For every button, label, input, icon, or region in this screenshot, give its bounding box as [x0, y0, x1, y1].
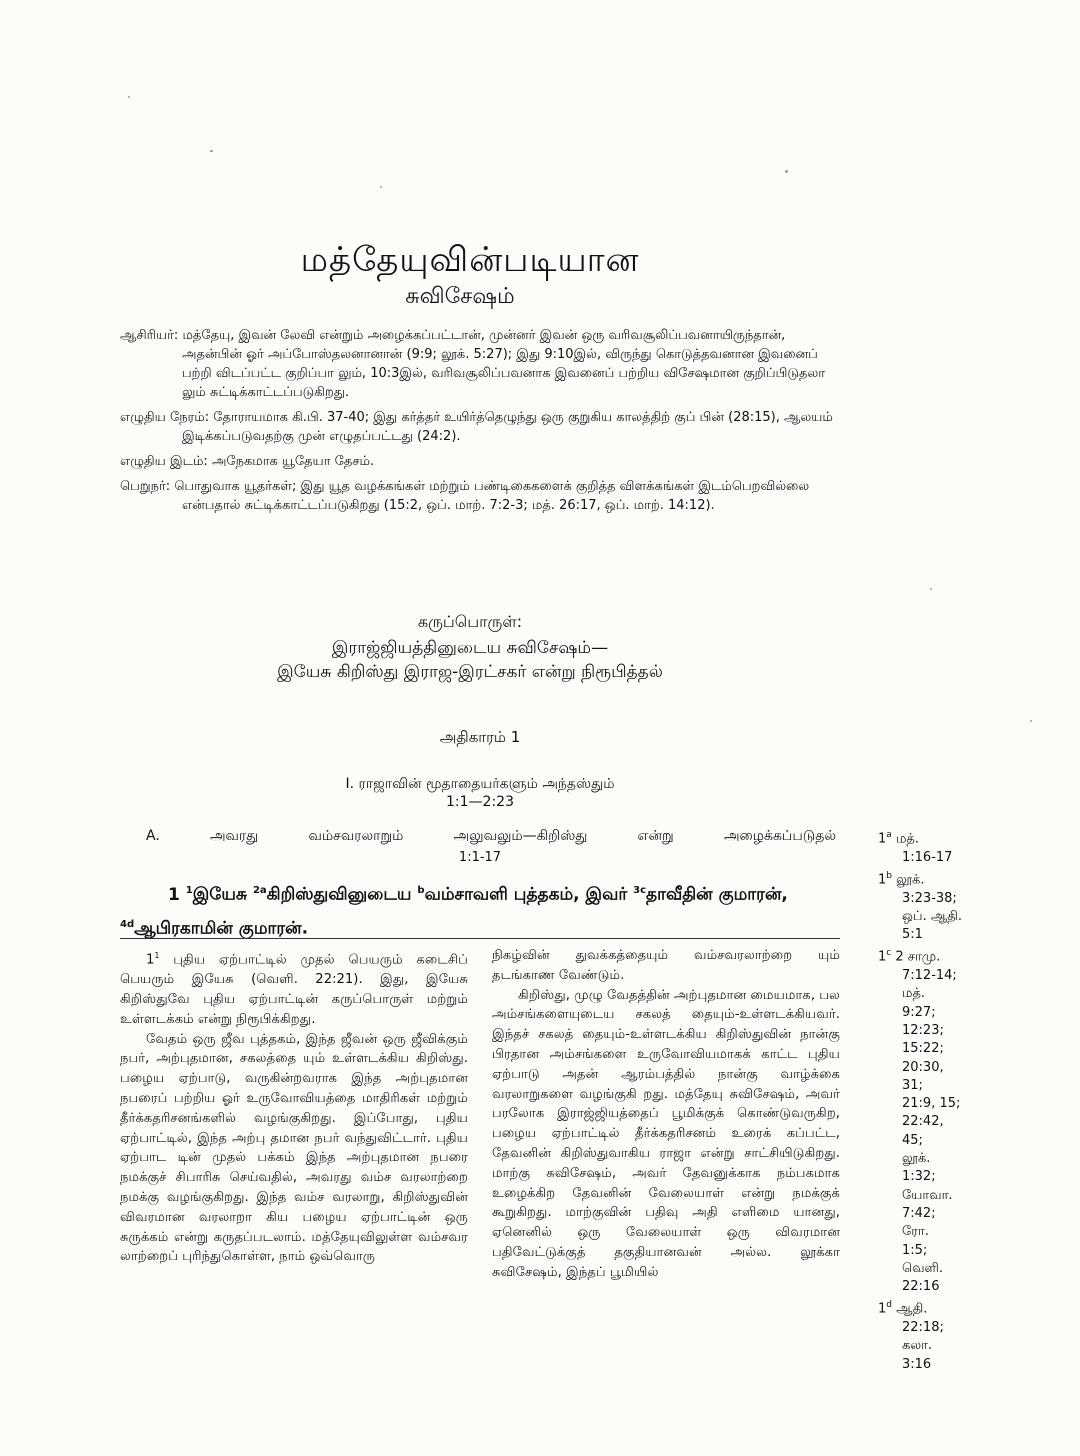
verse-chapter-number: 1 [168, 884, 180, 905]
cross-reference [878, 944, 968, 1296]
footnote-marker: 2a [252, 885, 267, 896]
ref-line: 9:27; [902, 1004, 936, 1020]
ref-key: 1 [878, 872, 887, 888]
ref-key: 1 [878, 831, 887, 847]
cross-reference [878, 826, 968, 867]
recipients-entry [120, 477, 840, 515]
ref-line: லூக். [896, 872, 925, 888]
verse-text: தாவீதின் குமாரன், [646, 884, 788, 905]
ref-line: கலா. [902, 1338, 933, 1354]
notes-column-right [492, 946, 840, 1283]
scan-speck [785, 170, 788, 173]
ref-marker: a [886, 830, 892, 840]
ref-marker: c [886, 948, 892, 959]
section-title: I. ராஜாவின் மூதாதையர்களும் அந்தஸ்தும் [345, 776, 615, 792]
place-entry [120, 452, 840, 471]
ref-key: 1 [878, 949, 887, 965]
note-paragraph [492, 986, 840, 1283]
ref-line: வெளி. [902, 1260, 944, 1276]
verse-number: 1 [185, 885, 193, 896]
book-subtitle: சுவிசேஷம் [405, 284, 515, 309]
note-text: நிகழ்வின் துவக்கத்தையும் வம்சவரலாற்றை யும் தடங்காண வேண்டும். [492, 948, 840, 983]
note-paragraph [492, 946, 840, 986]
scan-speck [930, 588, 932, 590]
ref-line: 7:42; [902, 1205, 936, 1221]
recipients-label: பெறுநர்: [120, 479, 171, 494]
footnote-marker: 3c [633, 885, 647, 896]
note-verse-number: 1 [146, 952, 155, 968]
ref-line: 1:32; [902, 1169, 936, 1185]
subsection-range: 1:1-17 [458, 850, 502, 865]
verse-text: கிறிஸ்துவினுடைய [266, 884, 412, 905]
ref-line: 2 சாமு. [895, 949, 941, 965]
theme-label: கருப்பொருள்: [417, 612, 523, 631]
chapter-heading: அதிகாரம் 1 [439, 728, 521, 746]
section-range: 1:1—2:23 [446, 794, 514, 810]
theme-line-1: இராஜ்ஜியத்தினுடைய சுவிசேஷம்— [331, 638, 609, 658]
date-text: தோராயமாக கி.பி. 37-40; இது கர்த்தர் உயிர்த்தெழுந்து ஒரு குறுகிய காலத்திற் குப் பின் (28:15), ஆலயம் இடிக்கப்படுவதற்கு முன் எழுதப்பட்டது (24:2). [182, 410, 833, 444]
scan-speck [380, 186, 382, 188]
note-text: கிறிஸ்து, முழு வேதத்தின் அற்புதமான மையமாக, பல அம்சங்களையுடைய சகலத் தையும்-உள்ளடக்கியவர். இந்தச் சகலத் தையும்-உள்ளடக்கிய கிறிஸ்துவின் நான்கு பிரதான அம்சங்களை உருவோவியமாகக் காட்ட புதிய ஏற்பாடு அதன் ஆரம்பத்தில் நான்கு வாழ்க்கை வரலாறுகளை வழங்குகி றது. மத்தேயு சுவிசேஷம், அவர் பரலோக இராஜ்ஜியத்தைப் பூமிக்குக் கொண்டுவருகிற, பழைய ஏற்பாட்டில் தீர்க்கதரிசனம் உரைக் கப்பட்ட, தேவனின் கிறிஸ்துவாகிய ராஜா என்று சாட்சியிடுகிறது. மாற்கு சுவிசேஷம், அவர் தேவனுக்காக நம்பகமாக உழைக்கிற தேவனின் வேலையாள் என்று நமக்குக் கூறுகிறது. மாற்குவின் பதிவு அதி எளிமை யானது, ஏனெனில் ஒரு வேலையாள் ஒரு விவரமான பதிவேட்டுக்குத் தகுதியானவன் அல்ல. லூக்கா சுவிசேஷம், இந்தப் பூமியில் [492, 987, 841, 1280]
divider [120, 938, 840, 939]
author-entry [120, 326, 840, 402]
verse-1 [120, 876, 840, 943]
place-text: அநேகமாக யூதேயா தேசம். [211, 454, 375, 469]
recipients-text: பொதுவாக யூதர்கள்; இது யூத வழக்கங்கள் மற்றும் பண்டிகைகளைக் குறித்த விளக்கங்கள் இடம்பெறவில்லை என்பதால் சுட்டிக்காட்டப்படுகிறது (15:2, ஒப். மாற். 7:2-3; மத். 26:17, ஒப். மாற். 14:12). [174, 479, 810, 513]
ref-marker: d [886, 1300, 892, 1311]
ref-line: 20:30, 31; [902, 1059, 944, 1093]
footnote-marker: 4d [120, 918, 135, 930]
ref-line: 15:22; [902, 1041, 944, 1057]
ref-line: 1:16-17 [902, 849, 953, 865]
verse-text: ஆபிரகாமின் குமாரன். [134, 918, 309, 939]
date-label: எழுதிய நேரம்: [120, 410, 210, 425]
ref-line: மத். [902, 986, 926, 1002]
ref-line: 3:23-38; [902, 890, 957, 906]
ref-line: யோவா. [902, 1187, 953, 1203]
ref-line: ஒப். ஆதி. [902, 908, 963, 924]
cross-references [878, 826, 968, 1374]
footnote-marker: b [417, 885, 425, 896]
note-paragraph [120, 946, 468, 1030]
scan-speck [128, 96, 130, 98]
note-marker: 1 [154, 951, 160, 960]
note-text: புதிய ஏற்பாட்டில் முதல் பெயரும் கடைசிப் பெயரும் இயேசு (வெளி. 22:21). இது, இயேசு கிறிஸ்துவே புதிய ஏற்பாட்டின் கருப்பொருள் மற்றும் உள்ளடக்கம் என்று நிரூபிக்கிறது. [120, 952, 468, 1027]
ref-line: 22:16 [902, 1279, 940, 1295]
cross-reference [878, 1296, 968, 1374]
ref-line: 22:42, 45; [902, 1114, 944, 1148]
cross-reference [878, 867, 968, 945]
ref-line: லூக். [902, 1151, 931, 1167]
ref-key: 1 [878, 1301, 887, 1317]
ref-line: 3:16 [902, 1356, 932, 1372]
author-label: ஆசிரியர்: [120, 328, 179, 343]
ref-line: 21:9, 15; [902, 1096, 961, 1112]
ref-line: ரோ. [902, 1224, 929, 1240]
ref-line: 7:12-14; [902, 968, 957, 984]
subsection-title: A. அவரது வம்சவரலாறும் அலுவலும்—கிறிஸ்து என்று அழைக்கப்படுதல் [146, 828, 836, 844]
ref-line: 22:18; [902, 1320, 944, 1336]
notes-column-left [120, 946, 468, 1267]
ref-line: 1:5; [902, 1242, 928, 1258]
verse-text: இயேசு [192, 884, 248, 905]
scan-speck [210, 150, 213, 152]
scan-speck [1030, 720, 1032, 722]
note-paragraph [120, 1030, 468, 1268]
verse-text: வம்சாவளி புத்தகம், இவர் [424, 884, 628, 905]
ref-line: 5:1 [902, 927, 923, 943]
place-label: எழுதிய இடம்: [120, 454, 208, 469]
author-text: மத்தேயு, இவன் லேவி என்றும் அழைக்கப்பட்டான், முன்னர் இவன் ஒரு வரிவசூலிப்பவனாயிருந்தான், அதன்பின் ஓர் அப்போஸ்தலனானான் (9:9; லூக். 5:27); இது 9:10இல், விருந்து கொடுத்தவனான இவனைப் பற்றி விடப்பட்ட குறிப்பா லும், 10:3இல், வரிவசூலிப்பவனாக இவனைப் பற்றிய விசேஷமான குறிப்பிடுதலா லும் சுட்டிக்காட்டப்படுகிறது. [182, 328, 826, 400]
ref-line: ஆதி. [896, 1301, 928, 1317]
ref-marker: b [886, 870, 892, 881]
theme-line-2: இயேசு கிறிஸ்து இராஜ-இரட்சகர் என்று நிரூபித்தல் [277, 662, 663, 682]
ref-line: மத். [895, 831, 919, 847]
book-title: மத்தேயுவின்படியான [300, 240, 640, 280]
date-entry [120, 408, 840, 446]
note-text: வேதம் ஒரு ஜீவ புத்தகம், இந்த ஜீவன் ஒரு ஜீவிக்கும் நபர், அற்புதமான, சகலத்தை யும் உள்ளடக்கிய கிறிஸ்து. பழைய ஏற்பாடு, வருகின்றவராக இந்த அற்புதமான நபரைப் பற்றிய ஓர் உருவோவியத்தை மாதிரிகள் மற்றும் தீர்க்கதரிசனங்களில் வழங்குகிறது. இப்போது, புதிய ஏற்பாட்டில், இந்த அற்பு தமான நபர் வந்துவிட்டார். புதிய ஏற்பாட டின் முதல் பக்கம் இந்த அற்புதமான நபரை நமக்குச் சிபாரிசு செய்வதில், அவரது வம்ச வரலாற்றை நமக்கு வழங்குகிறது. இந்த வம்ச வரலாறு, கிறிஸ்துவின் விவரமான வரலாறா கிய பழைய ஏற்பாட்டின் ஒரு சுருக்கம் என்று கருதப்படலாம். மத்தேயுவிலுள்ள வம்சவர லாற்றைப் புரிந்துகொள்ள, நாம் ஒவ்வொரு [120, 1031, 468, 1265]
ref-line: 12:23; [902, 1022, 944, 1038]
book-introduction [120, 326, 840, 515]
